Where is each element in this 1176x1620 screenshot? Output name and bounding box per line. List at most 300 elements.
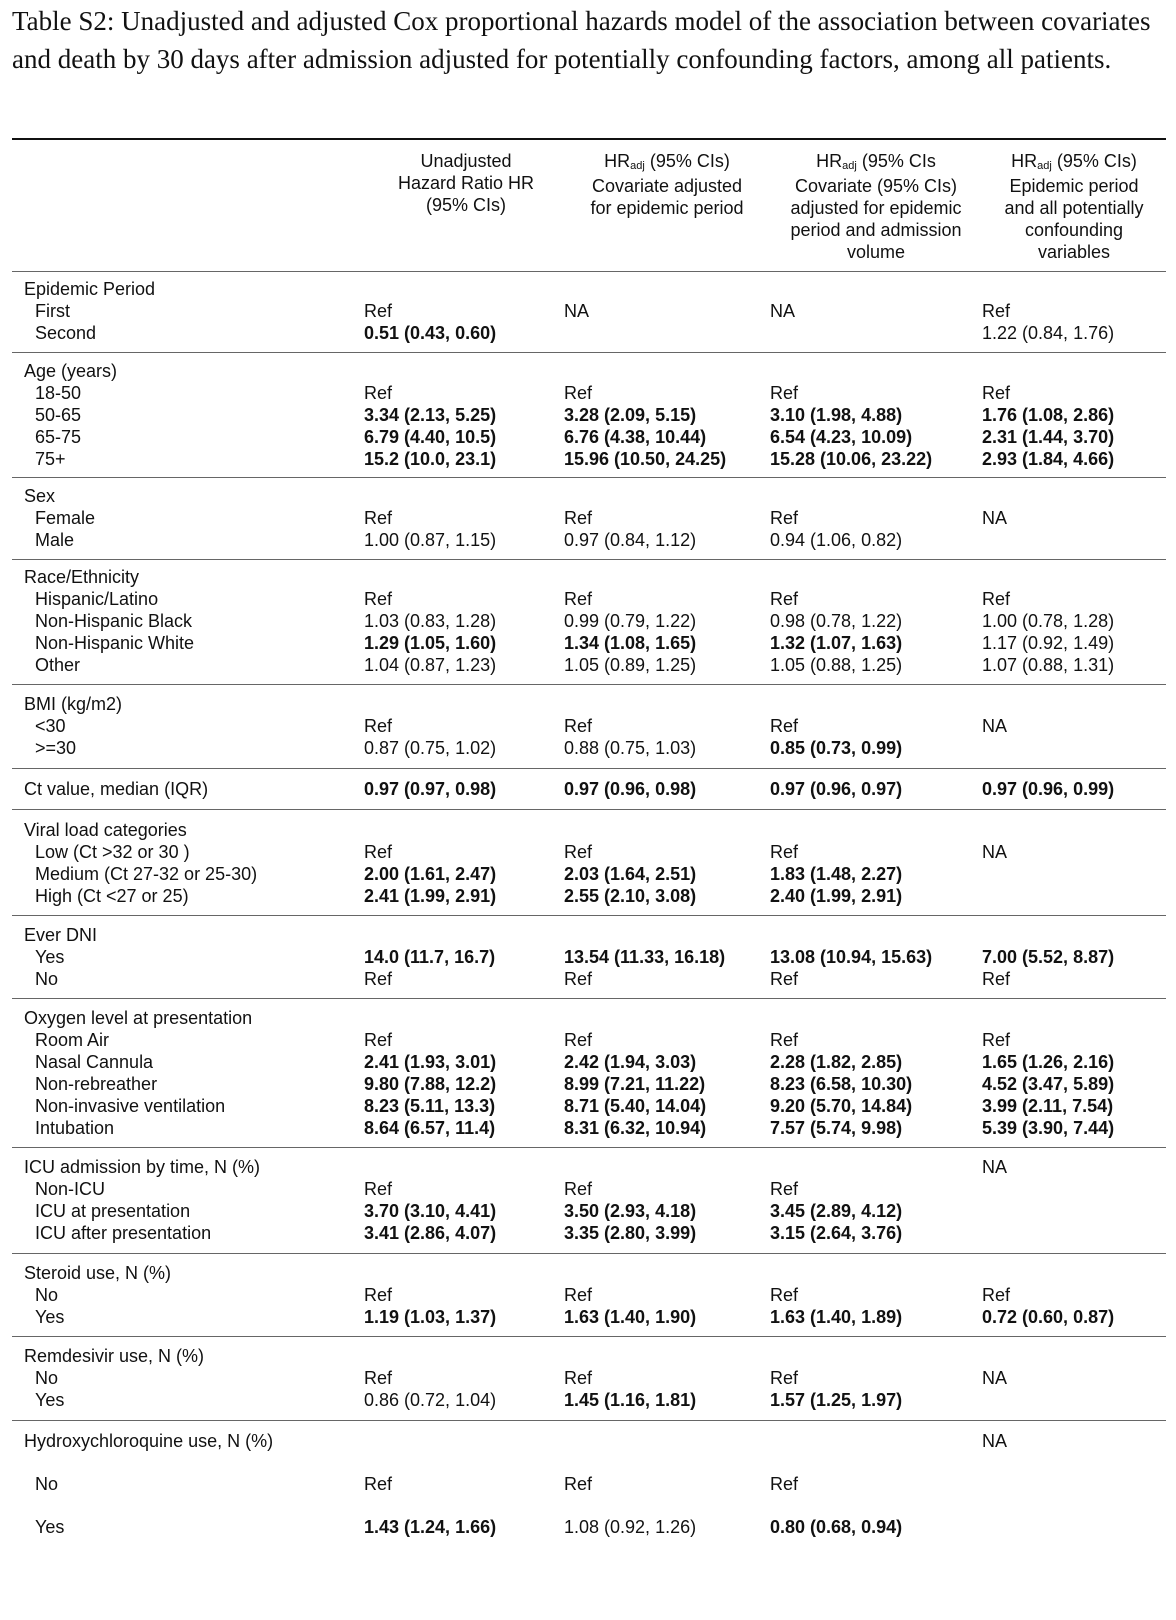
table-cell: 6.76 (4.38, 10.44) <box>564 427 707 447</box>
row-labels <box>12 1156 362 1244</box>
value-column-4 <box>982 1262 1166 1328</box>
table-cell: NA <box>982 1431 1008 1451</box>
section-title: Viral load categories <box>24 820 187 840</box>
table-section <box>12 272 1166 353</box>
table-cell <box>982 1178 1166 1200</box>
spacer <box>770 360 982 382</box>
value-column-3 <box>770 1430 982 1538</box>
row-label <box>24 1306 362 1328</box>
value-column-1 <box>362 360 564 470</box>
table-cell: 2.93 (1.84, 4.66) <box>982 449 1115 469</box>
table-cell <box>982 737 1166 759</box>
value-column-1 <box>362 819 564 907</box>
table-cell: 0.97 (0.97, 0.98) <box>364 779 497 799</box>
row-label <box>24 322 362 344</box>
table-cell <box>982 1222 1166 1244</box>
table-cell: 2.31 (1.44, 3.70) <box>982 427 1115 447</box>
table-cell: 4.52 (3.47, 5.89) <box>982 1074 1115 1094</box>
row-label-text: Yes <box>35 1307 65 1327</box>
row-label <box>24 863 362 885</box>
table-cell: Ref <box>770 1285 799 1305</box>
table-cell: Ref <box>982 1030 1011 1050</box>
spacer <box>564 693 770 715</box>
table-cell: 0.85 (0.73, 0.99) <box>770 738 903 758</box>
row-label-text: Yes <box>35 1517 65 1537</box>
table-cell: 8.31 (6.32, 10.94) <box>564 1118 707 1138</box>
table-cell: Ref <box>564 508 593 528</box>
table-cell: 5.39 (3.90, 7.44) <box>982 1118 1115 1138</box>
table-cell: NA <box>982 508 1008 528</box>
table-cell <box>982 1200 1166 1222</box>
table-section <box>12 478 1166 560</box>
spacer <box>770 1430 982 1452</box>
table-cell: 2.28 (1.82, 2.85) <box>770 1052 903 1072</box>
table-cell: 0.98 (0.78, 1.22) <box>770 611 903 631</box>
table-cell: 15.28 (10.06, 23.22) <box>770 449 933 469</box>
row-labels <box>12 1262 362 1328</box>
value-column-2 <box>564 924 770 990</box>
value-column-2 <box>564 485 770 551</box>
section-title: Sex <box>24 486 56 506</box>
section-title: Epidemic Period <box>24 279 156 299</box>
header-cell-4 <box>982 140 1166 271</box>
section-title: Race/Ethnicity <box>24 567 140 587</box>
row-label-text: Medium (Ct 27-32 or 25-30) <box>35 864 258 884</box>
row-label-text: Male <box>35 530 75 550</box>
spacer <box>770 693 982 715</box>
row-label <box>24 588 362 610</box>
row-labels <box>12 360 362 470</box>
value-column-4 <box>982 1007 1166 1139</box>
spacer <box>982 1262 1166 1284</box>
table-cell: 0.80 (0.68, 0.94) <box>770 1517 903 1537</box>
value-column-4 <box>982 1156 1166 1244</box>
value-column-2 <box>564 566 770 676</box>
table-cell: 0.87 (0.75, 1.02) <box>364 738 497 758</box>
table-cell: 1.17 (0.92, 1.49) <box>982 633 1115 653</box>
value-column-4 <box>982 778 1166 800</box>
table-cell <box>982 863 1166 885</box>
spacer <box>564 566 770 588</box>
table-cell: 2.00 (1.61, 2.47) <box>364 864 497 884</box>
header-line: volume <box>846 242 906 262</box>
table-cell: Ref <box>564 1474 593 1494</box>
row-label <box>24 968 362 990</box>
header-line: Unadjusted <box>420 151 512 171</box>
table-cell: 1.83 (1.48, 2.27) <box>770 864 903 884</box>
table-section <box>12 916 1166 999</box>
row-label <box>24 1516 362 1538</box>
table-cell: 6.54 (4.23, 10.09) <box>770 427 913 447</box>
table-cell: Ref <box>564 969 593 989</box>
table-section <box>12 353 1166 478</box>
table-cell: 13.08 (10.94, 15.63) <box>770 947 933 967</box>
table-cell: 0.86 (0.72, 1.04) <box>364 1390 497 1410</box>
table-cell: Ref <box>982 589 1011 609</box>
spacer <box>564 1430 770 1452</box>
header-cell-3 <box>770 140 982 271</box>
header-line: for epidemic period <box>590 198 744 218</box>
table-cell: Ref <box>564 1285 593 1305</box>
value-column-3 <box>770 778 982 800</box>
row-label-text: Hispanic/Latino <box>35 589 159 609</box>
spacer <box>364 924 564 946</box>
header-line: Hazard Ratio HR <box>397 173 535 193</box>
table-cell: 3.28 (2.09, 5.15) <box>564 405 697 425</box>
row-label-text: Second <box>35 323 97 343</box>
header-line: adjusted for epidemic <box>790 198 962 218</box>
table-cell: 7.00 (5.52, 8.87) <box>982 947 1115 967</box>
table-cell: Ref <box>364 1474 393 1494</box>
row-labels <box>12 1007 362 1139</box>
table-cell: 0.97 (0.96, 0.99) <box>982 779 1115 799</box>
section-title: Steroid use, N (%) <box>24 1263 172 1283</box>
spacer <box>770 924 982 946</box>
table-cell: Ref <box>982 1285 1011 1305</box>
table-cell: 0.88 (0.75, 1.03) <box>564 738 697 758</box>
spacer <box>364 1430 564 1452</box>
value-column-2 <box>564 1156 770 1244</box>
spacer <box>364 1345 564 1367</box>
value-column-3 <box>770 1345 982 1411</box>
value-column-4 <box>982 278 1166 344</box>
value-column-2 <box>564 819 770 907</box>
spacer <box>982 485 1166 507</box>
table-cell: 0.51 (0.43, 0.60) <box>364 323 497 343</box>
table-cell: 13.54 (11.33, 16.18) <box>564 947 726 967</box>
row-label-text: 65-75 <box>35 427 82 447</box>
table-section <box>12 1337 1166 1421</box>
table-cell: NA <box>564 301 590 321</box>
header-cell-1 <box>362 140 564 271</box>
table-cell <box>982 529 1166 551</box>
spacer <box>564 1007 770 1029</box>
spacer <box>564 1262 770 1284</box>
table-caption: Table S2: Unadjusted and adjusted Cox proportional hazards model of the association between covariates and death by 30 days after admission adjusted for potentially confounding factors, among all patients. <box>12 6 1151 74</box>
spacer <box>364 360 564 382</box>
value-column-3 <box>770 278 982 344</box>
spacer <box>770 819 982 841</box>
row-label-text: First <box>35 301 70 321</box>
spacer <box>982 1345 1166 1367</box>
header-line: (95% CIs) <box>425 195 506 215</box>
table-cell: Ref <box>364 969 393 989</box>
table-cell: 6.79 (4.40, 10.5) <box>364 427 497 447</box>
row-label <box>24 610 362 632</box>
table-cell: 3.34 (2.13, 5.25) <box>364 405 497 425</box>
row-label <box>24 1095 362 1117</box>
row-label-text: Non-ICU <box>35 1179 106 1199</box>
table-cell: 1.05 (0.89, 1.25) <box>564 655 697 675</box>
row-label <box>24 1473 362 1495</box>
row-label <box>24 1051 362 1073</box>
row-label <box>24 1117 362 1139</box>
table-cell: Ref <box>770 1179 799 1199</box>
table-cell: Ref <box>564 383 593 403</box>
value-column-3 <box>770 924 982 990</box>
table-cell: 1.19 (1.03, 1.37) <box>364 1307 497 1327</box>
row-label-text: Non-Hispanic White <box>35 633 195 653</box>
table-cell: 0.72 (0.60, 0.87) <box>982 1307 1115 1327</box>
table-cell: 1.29 (1.05, 1.60) <box>364 633 497 653</box>
row-label <box>24 1200 362 1222</box>
table-cell: Ref <box>982 969 1011 989</box>
value-column-1 <box>362 1007 564 1139</box>
table-cell <box>982 1389 1166 1411</box>
table-cell: 1.63 (1.40, 1.90) <box>564 1307 697 1327</box>
value-column-4 <box>982 1345 1166 1411</box>
row-label: Ct value, median (IQR) <box>24 779 209 799</box>
row-label-text: Non-rebreather <box>35 1074 158 1094</box>
row-labels <box>12 819 362 907</box>
table-section <box>12 1254 1166 1337</box>
table-cell: 3.10 (1.98, 4.88) <box>770 405 903 425</box>
header-cell-covariate <box>12 140 362 271</box>
header-cell-2 <box>564 140 770 271</box>
value-column-1 <box>362 778 564 800</box>
table-cell: 2.40 (1.99, 2.91) <box>770 886 903 906</box>
spacer <box>364 566 564 588</box>
table-cell: 15.2 (10.0, 23.1) <box>364 449 497 469</box>
table-cell: Ref <box>564 589 593 609</box>
table-cell: Ref <box>770 842 799 862</box>
value-column-1 <box>362 1345 564 1411</box>
row-labels <box>12 1430 362 1538</box>
table-cell <box>564 322 770 344</box>
row-label-text: Room Air <box>35 1030 110 1050</box>
row-label-text: No <box>35 969 59 989</box>
value-column-1 <box>362 1430 564 1538</box>
spacer <box>770 1262 982 1284</box>
table-cell: Ref <box>364 508 393 528</box>
value-column-4 <box>982 566 1166 676</box>
value-column-4 <box>982 485 1166 551</box>
row-label <box>24 1284 362 1306</box>
row-label <box>24 1389 362 1411</box>
section-title: BMI (kg/m2) <box>24 694 123 714</box>
value-column-4 <box>982 360 1166 470</box>
spacer <box>982 566 1166 588</box>
value-column-1 <box>362 1262 564 1328</box>
table-cell: 1.32 (1.07, 1.63) <box>770 633 903 653</box>
spacer <box>364 1007 564 1029</box>
row-label-text: Yes <box>35 947 65 967</box>
row-label <box>24 715 362 737</box>
table-cell: Ref <box>770 716 799 736</box>
row-labels <box>12 566 362 676</box>
table-cell: 0.99 (0.79, 1.22) <box>564 611 697 631</box>
row-label <box>24 841 362 863</box>
table-cell: 8.99 (7.21, 11.22) <box>564 1074 706 1094</box>
table-cell: Ref <box>364 1179 393 1199</box>
row-label <box>24 1222 362 1244</box>
table-cell: 1.22 (0.84, 1.76) <box>982 323 1115 343</box>
row-label-text: Yes <box>35 1390 65 1410</box>
table-cell: 2.55 (2.10, 3.08) <box>564 886 697 906</box>
row-labels <box>12 924 362 990</box>
table-section <box>12 560 1166 685</box>
row-label-text: <30 <box>35 716 66 736</box>
table-section <box>12 999 1166 1148</box>
spacer <box>564 485 770 507</box>
header-line: confounding <box>1024 220 1124 240</box>
header-line: Epidemic period <box>1009 176 1139 196</box>
table-cell: 0.94 (1.06, 0.82) <box>770 530 903 550</box>
table-cell: Ref <box>364 301 393 321</box>
value-column-1 <box>362 1156 564 1244</box>
table-section <box>12 685 1166 769</box>
table-section <box>12 1421 1166 1538</box>
table-cell: Ref <box>770 589 799 609</box>
spacer <box>770 278 982 300</box>
row-label <box>24 529 362 551</box>
row-label <box>24 737 362 759</box>
table-cell: Ref <box>364 716 393 736</box>
table-cell: 1.65 (1.26, 2.16) <box>982 1052 1115 1072</box>
table-cell: 2.41 (1.99, 2.91) <box>364 886 497 906</box>
row-label <box>24 426 362 448</box>
table-cell: 1.45 (1.16, 1.81) <box>564 1390 697 1410</box>
spacer <box>564 278 770 300</box>
table-cell: Ref <box>364 1285 393 1305</box>
section-title: Remdesivir use, N (%) <box>24 1346 205 1366</box>
value-column-4 <box>982 693 1166 759</box>
table-cell: Ref <box>364 589 393 609</box>
table-cell <box>982 1473 1166 1495</box>
table-cell: 3.70 (3.10, 4.41) <box>364 1201 497 1221</box>
spacer <box>770 1156 982 1178</box>
row-label-text: >=30 <box>35 738 77 758</box>
header-line: variables <box>1037 242 1111 262</box>
table-cell: Ref <box>564 1179 593 1199</box>
table-cell: 2.42 (1.94, 3.03) <box>564 1052 697 1072</box>
value-column-4 <box>982 1430 1166 1538</box>
value-column-2 <box>564 1262 770 1328</box>
row-label <box>24 632 362 654</box>
table-cell: 8.71 (5.40, 14.04) <box>564 1096 707 1116</box>
table-cell: 0.97 (0.96, 0.98) <box>564 779 697 799</box>
table-cell: 1.00 (0.78, 1.28) <box>982 611 1115 631</box>
row-label <box>24 507 362 529</box>
table-cell: 1.00 (0.87, 1.15) <box>364 530 497 550</box>
table-cell: 15.96 (10.50, 24.25) <box>564 449 727 469</box>
spacer <box>564 819 770 841</box>
table-cell: NA <box>982 1368 1008 1388</box>
header-line: $HR_{adj}$ (95% CIs) <box>1011 151 1137 172</box>
table-cell: 1.07 (0.88, 1.31) <box>982 655 1115 675</box>
table-cell: 2.41 (1.93, 3.01) <box>364 1052 497 1072</box>
row-label-text: Intubation <box>35 1118 115 1138</box>
section-title: Ever DNI <box>24 925 98 945</box>
spacer <box>364 1156 564 1178</box>
value-column-3 <box>770 1156 982 1244</box>
spacer <box>982 924 1166 946</box>
spacer <box>770 1007 982 1029</box>
table-cell: Ref <box>982 383 1011 403</box>
row-label-text: 18-50 <box>35 383 82 403</box>
table-cell: Ref <box>770 1474 799 1494</box>
section-title: Age (years) <box>24 361 118 381</box>
spacer <box>564 1345 770 1367</box>
table-cell: Ref <box>770 1368 799 1388</box>
table-cell: 1.08 (0.92, 1.26) <box>564 1517 697 1537</box>
value-column-2 <box>564 693 770 759</box>
table-cell: NA <box>770 301 796 321</box>
table-cell: 8.64 (6.57, 11.4) <box>364 1118 496 1138</box>
header-line: and all potentially <box>1004 198 1144 218</box>
value-column-3 <box>770 360 982 470</box>
table-cell: 9.80 (7.88, 12.2) <box>364 1074 497 1094</box>
row-label-text: Female <box>35 508 96 528</box>
row-label <box>24 946 362 968</box>
table-cell: 0.97 (0.96, 0.97) <box>770 779 903 799</box>
table-cell: Ref <box>564 842 593 862</box>
table-cell: 0.97 (0.84, 1.12) <box>564 530 697 550</box>
spacer <box>982 1007 1166 1029</box>
table-section <box>12 1148 1166 1254</box>
spacer <box>364 819 564 841</box>
table-cell: 3.99 (2.11, 7.54) <box>982 1096 1114 1116</box>
table-cell: 7.57 (5.74, 9.98) <box>770 1118 903 1138</box>
table-cell: NA <box>982 1157 1008 1177</box>
table-cell: Ref <box>770 383 799 403</box>
spacer <box>564 924 770 946</box>
table-cell <box>982 1516 1166 1538</box>
section-title: ICU admission by time, N (%) <box>24 1157 261 1177</box>
spacer <box>564 360 770 382</box>
table-cell: NA <box>982 842 1008 862</box>
value-column-4 <box>982 819 1166 907</box>
row-label <box>24 885 362 907</box>
row-label-text: ICU after presentation <box>35 1223 212 1243</box>
table-cell: Ref <box>364 1368 393 1388</box>
value-column-2 <box>564 1007 770 1139</box>
spacer <box>770 485 982 507</box>
row-label-text: No <box>35 1368 59 1388</box>
results-table <box>12 138 1166 1538</box>
spacer <box>364 278 564 300</box>
row-labels <box>12 693 362 759</box>
row-labels <box>12 485 362 551</box>
table-body <box>12 272 1166 1538</box>
value-column-3 <box>770 1262 982 1328</box>
value-column-3 <box>770 693 982 759</box>
value-column-4 <box>982 924 1166 990</box>
header-line: $HR_{adj}$ (95% CIs <box>816 151 936 172</box>
spacer <box>564 1156 770 1178</box>
table-cell: NA <box>982 716 1008 736</box>
table-cell: 1.03 (0.83, 1.28) <box>364 611 497 631</box>
row-label-text: Non-invasive ventilation <box>35 1096 226 1116</box>
row-label-text: Other <box>35 655 81 675</box>
table-cell: Ref <box>770 969 799 989</box>
table-cell: Ref <box>364 1030 393 1050</box>
table-cell: 1.05 (0.88, 1.25) <box>770 655 903 675</box>
table-cell: 3.35 (2.80, 3.99) <box>564 1223 697 1243</box>
table-cell: 1.04 (0.87, 1.23) <box>364 655 497 675</box>
table-cell: 3.45 (2.89, 4.12) <box>770 1201 903 1221</box>
spacer <box>982 693 1166 715</box>
row-label <box>24 300 362 322</box>
table-cell: 1.43 (1.24, 1.66) <box>364 1517 497 1537</box>
table-cell: 8.23 (5.11, 13.3) <box>364 1096 496 1116</box>
spacer <box>770 1345 982 1367</box>
row-label-text: ICU at presentation <box>35 1201 191 1221</box>
spacer <box>364 693 564 715</box>
value-column-2 <box>564 1430 770 1538</box>
table-cell: 1.63 (1.40, 1.89) <box>770 1307 903 1327</box>
row-label-text: 50-65 <box>35 405 82 425</box>
